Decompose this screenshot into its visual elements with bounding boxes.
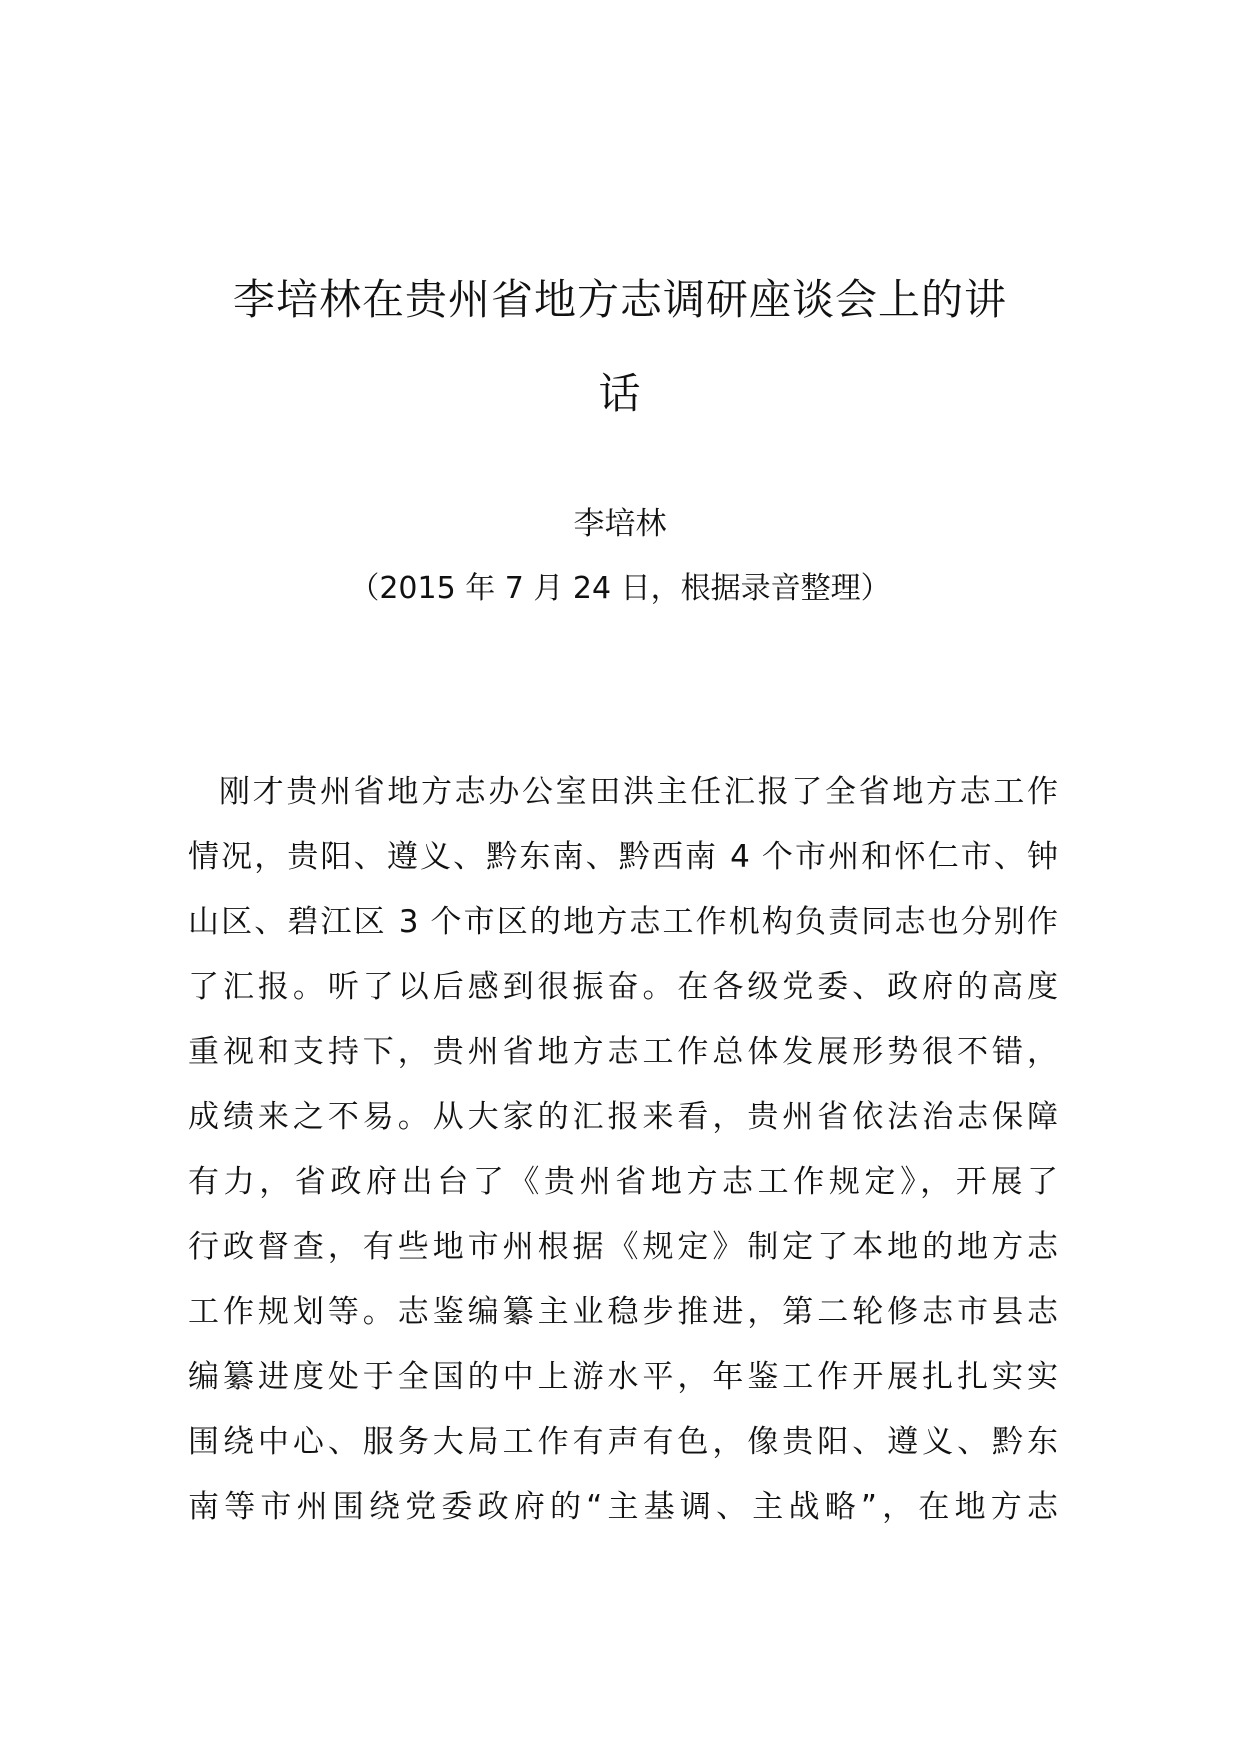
body-paragraph xyxy=(188,760,1058,1540)
title-line-1: 李培林在贵州省地方志调研座谈会上的讲 xyxy=(232,275,1007,324)
body-line: 围绕中心、服务大局工作有声有色，像贵阳、遵义、黔东 xyxy=(188,1424,1058,1460)
title-line-2: 话 xyxy=(598,369,642,418)
body-line: 编纂进度处于全国的中上游水平，年鉴工作开展扎扎实实 xyxy=(188,1359,1058,1395)
body-line: 有力，省政府出台了《贵州省地方志工作规定》，开展了 xyxy=(188,1164,1058,1200)
body-line: 山区、碧江区 3 个市区的地方志工作机构负责同志也分别作 xyxy=(188,904,1058,940)
document-title xyxy=(190,253,1050,441)
body-line: 刚才贵州省地方志办公室田洪主任汇报了全省地方志工作 xyxy=(219,774,1058,810)
body-line: 南等市州围绕党委政府的“主基调、主战略”，在地方志 xyxy=(188,1489,1058,1525)
body-line: 行政督查，有些地市州根据《规定》制定了本地的地方志 xyxy=(188,1229,1058,1265)
body-line: 工作规划等。志鉴编纂主业稳步推进，第二轮修志市县志 xyxy=(188,1294,1058,1330)
author-name: 李培林 xyxy=(573,506,667,542)
date-note: （2015 年 7 月 24 日，根据录音整理） xyxy=(349,571,891,606)
body-line: 了汇报。听了以后感到很振奋。在各级党委、政府的高度 xyxy=(188,969,1058,1005)
body-line: 情况，贵阳、遵义、黔东南、黔西南 4 个市州和怀仁市、钟 xyxy=(188,839,1058,875)
body-line: 成绩来之不易。从大家的汇报来看，贵州省依法治志保障 xyxy=(188,1099,1058,1135)
body-line: 重视和支持下，贵州省地方志工作总体发展形势很不错， xyxy=(188,1034,1058,1070)
